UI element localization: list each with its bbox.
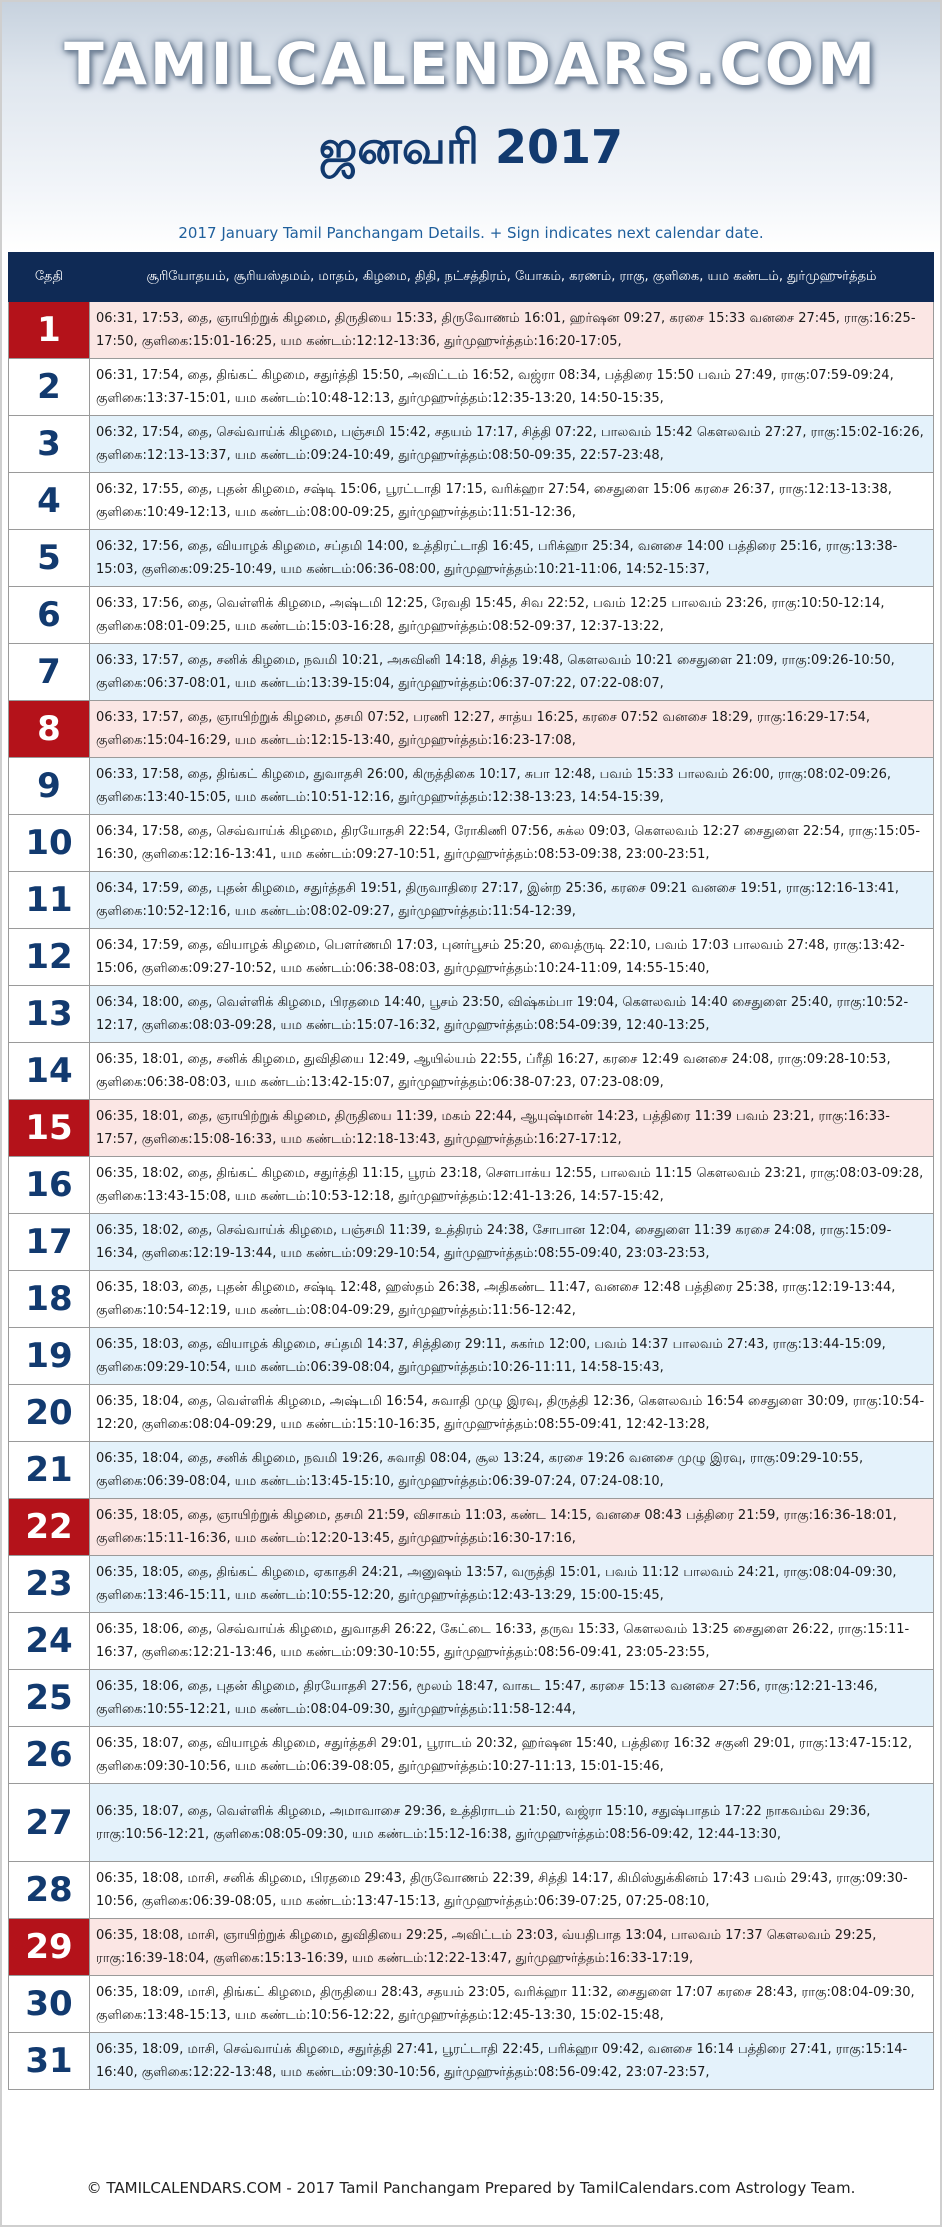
date-number: 7 — [9, 644, 90, 701]
date-number: 12 — [9, 929, 90, 986]
table-row — [9, 986, 934, 1043]
date-number: 15 — [9, 1100, 90, 1157]
table-row — [9, 701, 934, 758]
table-row — [9, 1727, 934, 1784]
date-number: 28 — [9, 1862, 90, 1919]
date-number: 19 — [9, 1328, 90, 1385]
panchangam-details: 06:32, 17:56, தை, வியாழக் கிழமை, சப்தமி 14:00, உத்திரட்டாதி 16:45, பரிக்ஹா 25:34, வனசை 14:00 பத்திரை 25:16, ராகு:13:38-15:03, குளிகை:09:25-10:49, யம கண்டம்:06:36-08:00, துர்முஹுர்த்தம்:10:21-11:06, 14:52-15:37, — [90, 530, 934, 587]
table-row — [9, 644, 934, 701]
table-row — [9, 815, 934, 872]
panchangam-details: 06:35, 18:06, தை, செவ்வாய்க் கிழமை, துவாதசி 26:22, கேட்டை 16:33, தருவ 15:33, கௌலவம் 13:25 சைதுளை 26:22, ராகு:15:11-16:37, குளிகை:12:21-13:46, யம கண்டம்:09:30-10:55, துர்முஹுர்த்தம்:08:56-09:41, 23:05-23:55, — [90, 1613, 934, 1670]
table-row — [9, 1862, 934, 1919]
panchangam-details: 06:34, 17:58, தை, செவ்வாய்க் கிழமை, திரயோதசி 22:54, ரோகிணி 07:56, சுக்ல 09:03, கௌலவம் 12:27 சைதுளை 22:54, ராகு:15:05-16:30, குளிகை:12:16-13:41, யம கண்டம்:09:27-10:51, துர்முஹுர்த்தம்:08:53-09:38, 23:00-23:51, — [90, 815, 934, 872]
page-header — [2, 2, 940, 252]
table-row — [9, 929, 934, 986]
date-number: 31 — [9, 2033, 90, 2090]
date-number: 20 — [9, 1385, 90, 1442]
date-number: 16 — [9, 1157, 90, 1214]
date-number: 22 — [9, 1499, 90, 1556]
date-number: 8 — [9, 701, 90, 758]
panchangam-details: 06:35, 18:04, தை, சனிக் கிழமை, நவமி 19:26, சுவாதி 08:04, சூல 13:24, கரசை 19:26 வனசை முழு இரவு, ராகு:09:29-10:55, குளிகை:06:39-08:04, யம கண்டம்:13:45-15:10, துர்முஹுர்த்தம்:06:39-07:24, 07:24-08:10, — [90, 1442, 934, 1499]
panchangam-details: 06:33, 17:57, தை, சனிக் கிழமை, நவமி 10:21, அசுவினி 14:18, சித்த 19:48, கௌலவம் 10:21 சைதுளை 21:09, ராகு:09:26-10:50, குளிகை:06:37-08:01, யம கண்டம்:13:39-15:04, துர்முஹுர்த்தம்:06:37-07:22, 07:22-08:07, — [90, 644, 934, 701]
date-number: 24 — [9, 1613, 90, 1670]
month-title: ஜனவரி 2017 — [318, 120, 624, 174]
date-number: 30 — [9, 1976, 90, 2033]
panchangam-details: 06:33, 17:57, தை, ஞாயிற்றுக் கிழமை, தசமி 07:52, பரணி 12:27, சாத்ய 16:25, கரசை 07:52 வனசை 18:29, ராகு:16:29-17:54, குளிகை:15:04-16:29, யம கண்டம்:12:15-13:40, துர்முஹுர்த்தம்:16:23-17:08, — [90, 701, 934, 758]
panchangam-details: 06:35, 18:04, தை, வெள்ளிக் கிழமை, அஷ்டமி 16:54, சுவாதி முழு இரவு, திருத்தி 12:36, கௌலவம் 16:54 சைதுளை 30:09, ராகு:10:54-12:20, குளிகை:08:04-09:29, யம கண்டம்:15:10-16:35, துர்முஹுர்த்தம்:08:55-09:41, 12:42-13:28, — [90, 1385, 934, 1442]
panchangam-table — [8, 252, 934, 2090]
panchangam-details: 06:35, 18:03, தை, வியாழக் கிழமை, சப்தமி 14:37, சித்திரை 29:11, சுகர்ம 12:00, பவம் 14:37 பாலவம் 27:43, ராகு:13:44-15:09, குளிகை:09:29-10:54, யம கண்டம்:06:39-08:04, துர்முஹுர்த்தம்:10:26-11:11, 14:58-15:43, — [90, 1328, 934, 1385]
date-number: 14 — [9, 1043, 90, 1100]
footer-copyright: © TAMILCALENDARS.COM - 2017 Tamil Panchangam Prepared by TamilCalendars.com Astrology Team. — [86, 2179, 856, 2197]
panchangam-details: 06:35, 18:01, தை, சனிக் கிழமை, துவிதியை 12:49, ஆயில்யம் 22:55, ப்ரீதி 16:27, கரசை 12:49 வனசை 24:08, ராகு:09:28-10:53, குளிகை:06:38-08:03, யம கண்டம்:13:42-15:07, துர்முஹுர்த்தம்:06:38-07:23, 07:23-08:09, — [90, 1043, 934, 1100]
panchangam-details: 06:35, 18:09, மாசி, திங்கட் கிழமை, திருதியை 28:43, சதயம் 23:05, வரிக்ஹா 11:32, சைதுளை 17:07 கரசை 28:43, ராகு:08:04-09:30, குளிகை:13:48-15:13, யம கண்டம்:10:56-12:22, துர்முஹுர்த்தம்:12:45-13:30, 15:02-15:48, — [90, 1976, 934, 2033]
table-body — [9, 302, 934, 2090]
date-column-header: தேதி — [9, 253, 90, 302]
date-number: 23 — [9, 1556, 90, 1613]
panchangam-details: 06:35, 18:02, தை, திங்கட் கிழமை, சதுர்த்தி 11:15, பூரம் 23:18, சௌபாக்ய 12:55, பாலவம் 11:15 கௌலவம் 23:21, ராகு:08:03-09:28, குளிகை:13:43-15:08, யம கண்டம்:10:53-12:18, துர்முஹுர்த்தம்:12:41-13:26, 14:57-15:42, — [90, 1157, 934, 1214]
date-number: 6 — [9, 587, 90, 644]
panchangam-details: 06:35, 18:07, தை, வெள்ளிக் கிழமை, அமாவாசை 29:36, உத்திராடம் 21:50, வஜ்ரா 15:10, சதுஷ்பாதம் 17:22 நாகவம்வ 29:36, ராகு:10:56-12:21, குளிகை:08:05-09:30, யம கண்டம்:15:12-16:38, துர்முஹுர்த்தம்:08:56-09:42, 12:44-13:30, — [90, 1784, 934, 1862]
table-header-row — [9, 253, 934, 302]
panchangam-details: 06:35, 18:05, தை, திங்கட் கிழமை, ஏகாதசி 24:21, அனுஷம் 13:57, வருத்தி 15:01, பவம் 11:12 பாலவம் 24:21, ராகு:08:04-09:30, குளிகை:13:46-15:11, யம கண்டம்:10:55-12:20, துர்முஹுர்த்தம்:12:43-13:29, 15:00-15:45, — [90, 1556, 934, 1613]
date-number: 26 — [9, 1727, 90, 1784]
date-number: 11 — [9, 872, 90, 929]
table-row — [9, 416, 934, 473]
date-number: 13 — [9, 986, 90, 1043]
panchangam-details: 06:35, 18:05, தை, ஞாயிற்றுக் கிழமை, தசமி 21:59, விசாகம் 11:03, கண்ட 14:15, வனசை 08:43 பத்திரை 21:59, ராகு:16:36-18:01, குளிகை:15:11-16:36, யம கண்டம்:12:20-13:45, துர்முஹுர்த்தம்:16:30-17:16, — [90, 1499, 934, 1556]
date-number: 2 — [9, 359, 90, 416]
panchangam-details: 06:32, 17:54, தை, செவ்வாய்க் கிழமை, பஞ்சமி 15:42, சதயம் 17:17, சித்தி 07:22, பாலவம் 15:42 கௌலவம் 27:27, ராகு:15:02-16:26, குளிகை:12:13-13:37, யம கண்டம்:09:24-10:49, துர்முஹுர்த்தம்:08:50-09:35, 22:57-23:48, — [90, 416, 934, 473]
table-row — [9, 872, 934, 929]
table-row — [9, 1976, 934, 2033]
table-row — [9, 473, 934, 530]
date-number: 29 — [9, 1919, 90, 1976]
panchangam-details: 06:33, 17:58, தை, திங்கட் கிழமை, துவாதசி 26:00, கிருத்திகை 10:17, சுபா 12:48, பவம் 15:33 பாலவம் 26:00, ராகு:08:02-09:26, குளிகை:13:40-15:05, யம கண்டம்:10:51-12:16, துர்முஹுர்த்தம்:12:38-13:23, 14:54-15:39, — [90, 758, 934, 815]
panchangam-details: 06:35, 18:08, மாசி, ஞாயிற்றுக் கிழமை, துவிதியை 29:25, அவிட்டம் 23:03, வ்யதிபாத 13:04, பாலவம் 17:37 கௌலவம் 29:25, ராகு:16:39-18:04, குளிகை:15:13-16:39, யம கண்டம்:12:22-13:47, துர்முஹுர்த்தம்:16:33-17:19, — [90, 1919, 934, 1976]
table-row — [9, 1385, 934, 1442]
panchangam-details: 06:34, 17:59, தை, புதன் கிழமை, சதுர்த்தசி 19:51, திருவாதிரை 27:17, இன்ற 25:36, கரசை 09:21 வனசை 19:51, ராகு:12:16-13:41, குளிகை:10:52-12:16, யம கண்டம்:08:02-09:27, துர்முஹுர்த்தம்:11:54-12:39, — [90, 872, 934, 929]
table-row — [9, 1919, 934, 1976]
table-row — [9, 1271, 934, 1328]
date-number: 10 — [9, 815, 90, 872]
panchangam-details: 06:35, 18:01, தை, ஞாயிற்றுக் கிழமை, திருதியை 11:39, மகம் 22:44, ஆயுஷ்மான் 14:23, பத்திரை 11:39 பவம் 23:21, ராகு:16:33-17:57, குளிகை:15:08-16:33, யம கண்டம்:12:18-13:43, துர்முஹுர்த்தம்:16:27-17:12, — [90, 1100, 934, 1157]
date-number: 17 — [9, 1214, 90, 1271]
details-column-header: சூரியோதயம், சூரியஸ்தமம், மாதம், கிழமை, திதி, நட்சத்திரம், யோகம், கரணம், ராகு, குளிகை, யம கண்டம், துர்முஹுர்த்தம் — [90, 253, 934, 302]
table-row — [9, 1214, 934, 1271]
table-row — [9, 302, 934, 359]
site-logo-title[interactable]: TAMILCALENDARS.COM — [64, 30, 878, 98]
table-row — [9, 1442, 934, 1499]
table-row — [9, 1100, 934, 1157]
table-row — [9, 2033, 934, 2090]
table-row — [9, 1670, 934, 1727]
date-number: 5 — [9, 530, 90, 587]
panchangam-details: 06:35, 18:06, தை, புதன் கிழமை, திரயோதசி 27:56, மூலம் 18:47, வாகட 15:47, கரசை 15:13 வனசை 27:56, ராகு:12:21-13:46, குளிகை:10:55-12:21, யம கண்டம்:08:04-09:30, துர்முஹுர்த்தம்:11:58-12:44, — [90, 1670, 934, 1727]
panchangam-details: 06:34, 17:59, தை, வியாழக் கிழமை, பௌர்ணமி 17:03, புனர்பூசம் 25:20, வைத்ருடி 22:10, பவம் 17:03 பாலவம் 27:48, ராகு:13:42-15:06, குளிகை:09:27-10:52, யம கண்டம்:06:38-08:03, துர்முஹுர்த்தம்:10:24-11:09, 14:55-15:40, — [90, 929, 934, 986]
date-number: 1 — [9, 302, 90, 359]
date-number: 9 — [9, 758, 90, 815]
panchangam-details: 06:31, 17:54, தை, திங்கட் கிழமை, சதுர்த்தி 15:50, அவிட்டம் 16:52, வஜ்ரா 08:34, பத்திரை 15:50 பவம் 27:49, ராகு:07:59-09:24, குளிகை:13:37-15:01, யம கண்டம்:10:48-12:13, துர்முஹுர்த்தம்:12:35-13:20, 14:50-15:35, — [90, 359, 934, 416]
panchangam-details: 06:32, 17:55, தை, புதன் கிழமை, சஷ்டி 15:06, பூரட்டாதி 17:15, வரிக்ஹா 27:54, சைதுளை 15:06 கரசை 26:37, ராகு:12:13-13:38, குளிகை:10:49-12:13, யம கண்டம்:08:00-09:25, துர்முஹுர்த்தம்:11:51-12:36, — [90, 473, 934, 530]
date-number: 27 — [9, 1784, 90, 1862]
table-row — [9, 587, 934, 644]
panchangam-details: 06:35, 18:03, தை, புதன் கிழமை, சஷ்டி 12:48, ஹஸ்தம் 26:38, அதிகண்ட 11:47, வனசை 12:48 பத்திரை 25:38, ராகு:12:19-13:44, குளிகை:10:54-12:19, யம கண்டம்:08:04-09:29, துர்முஹுர்த்தம்:11:56-12:42, — [90, 1271, 934, 1328]
panchangam-details: 06:35, 18:02, தை, செவ்வாய்க் கிழமை, பஞ்சமி 11:39, உத்திரம் 24:38, சோபான 12:04, சைதுளை 11:39 கரசை 24:08, ராகு:15:09-16:34, குளிகை:12:19-13:44, யம கண்டம்:09:29-10:54, துர்முஹுர்த்தம்:08:55-09:40, 23:03-23:53, — [90, 1214, 934, 1271]
panchangam-details: 06:34, 18:00, தை, வெள்ளிக் கிழமை, பிரதமை 14:40, பூசம் 23:50, விஷ்கம்பா 19:04, கௌலவம் 14:40 சைதுளை 25:40, ராகு:10:52-12:17, குளிகை:08:03-09:28, யம கண்டம்:15:07-16:32, துர்முஹுர்த்தம்:08:54-09:39, 12:40-13:25, — [90, 986, 934, 1043]
date-number: 3 — [9, 416, 90, 473]
table-row — [9, 1499, 934, 1556]
table-row — [9, 1556, 934, 1613]
table-row — [9, 1043, 934, 1100]
table-row — [9, 359, 934, 416]
table-row — [9, 758, 934, 815]
date-number: 18 — [9, 1271, 90, 1328]
table-row — [9, 1784, 934, 1862]
table-row — [9, 1157, 934, 1214]
table-row — [9, 1613, 934, 1670]
table-row — [9, 1328, 934, 1385]
panchangam-details: 06:33, 17:56, தை, வெள்ளிக் கிழமை, அஷ்டமி 12:25, ரேவதி 15:45, சிவ 22:52, பவம் 12:25 பாலவம் 23:26, ராகு:10:50-12:14, குளிகை:08:01-09:25, யம கண்டம்:15:03-16:28, துர்முஹுர்த்தம்:08:52-09:37, 12:37-13:22, — [90, 587, 934, 644]
panchangam-details: 06:35, 18:07, தை, வியாழக் கிழமை, சதுர்த்தசி 29:01, பூராடம் 20:32, ஹர்ஷன 15:40, பத்திரை 16:32 சகுனி 29:01, ராகு:13:47-15:12, குளிகை:09:30-10:56, யம கண்டம்:06:39-08:05, துர்முஹுர்த்தம்:10:27-11:13, 15:01-15:46, — [90, 1727, 934, 1784]
date-number: 21 — [9, 1442, 90, 1499]
table-row — [9, 530, 934, 587]
date-number: 4 — [9, 473, 90, 530]
panchangam-details: 06:35, 18:08, மாசி, சனிக் கிழமை, பிரதமை 29:43, திருவோணம் 22:39, சித்தி 14:17, கிமிஸ்துக்கினம் 17:43 பவம் 29:43, ராகு:09:30-10:56, குளிகை:06:39-08:05, யம கண்டம்:13:47-15:13, துர்முஹுர்த்தம்:06:39-07:25, 07:25-08:10, — [90, 1862, 934, 1919]
panchangam-details: 06:31, 17:53, தை, ஞாயிற்றுக் கிழமை, திருதியை 15:33, திருவோணம் 16:01, ஹர்ஷன 09:27, கரசை 15:33 வனசை 27:45, ராகு:16:25-17:50, குளிகை:15:01-16:25, யம கண்டம்:12:12-13:36, துர்முஹுர்த்தம்:16:20-17:05, — [90, 302, 934, 359]
date-number: 25 — [9, 1670, 90, 1727]
panchangam-details: 06:35, 18:09, மாசி, செவ்வாய்க் கிழமை, சதுர்த்தி 27:41, பூரட்டாதி 22:45, பரிக்ஹா 09:42, வனசை 16:14 பத்திரை 27:41, ராகு:15:14-16:40, குளிகை:12:22-13:48, யம கண்டம்:09:30-10:56, துர்முஹுர்த்தம்:08:56-09:42, 23:07-23:57, — [90, 2033, 934, 2090]
subtitle: 2017 January Tamil Panchangam Details. + Sign indicates next calendar date. — [178, 224, 764, 242]
